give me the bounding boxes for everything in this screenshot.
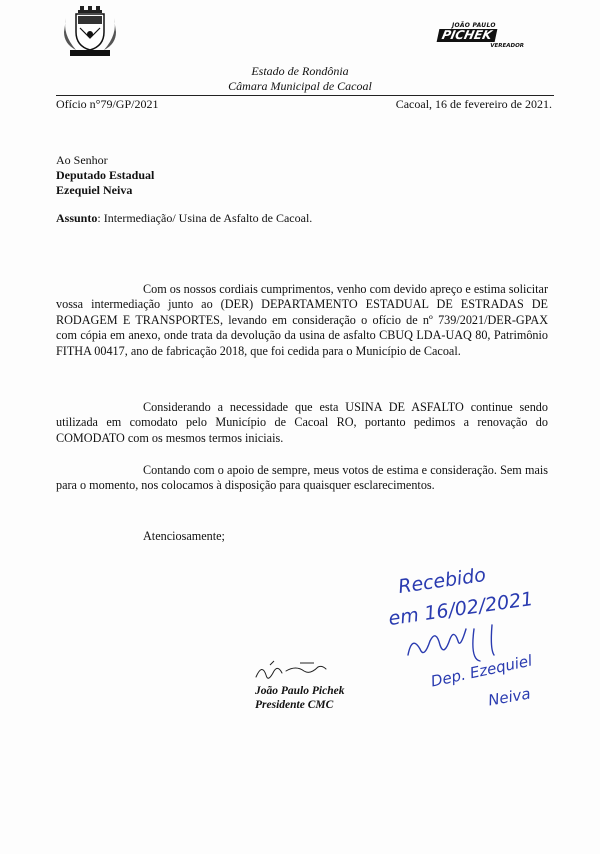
state-heading: Estado de Rondônia bbox=[251, 64, 349, 78]
handwritten-recipient-1: Dep. Ezequiel bbox=[429, 651, 534, 691]
closing-salutation: Atenciosamente; bbox=[143, 529, 225, 543]
badge-sub-text: VEREADOR bbox=[490, 43, 524, 49]
badge-main-text: PICHEK bbox=[437, 29, 497, 42]
body-paragraph-1: Com os nossos cordiais cumprimentos, venho com devido apreço e estima solicitar vossa intermediação junto ao (DER) DEPARTAMENTO ESTADUAL DE ESTRADAS DE RODAGEM E TRANSPORTES, levando em consideração o ofício de nº 739/2021/DER-GPAX com cópia em anexo, onde trata da devolução da usina de asfalto CBUQ LDA-UAQ 80, Patrimônio FITHA 00417, ano de fabricação 2018, que foi cedida para o Município de Cacoal. bbox=[56, 282, 548, 358]
recipient-name: Ezequiel Neiva bbox=[56, 183, 133, 197]
body-paragraph-3: Contando com o apoio de sempre, meus votos de estima e consideração. Sem mais para o momento, nos colocamos à disposição para quaisquer esclarecimentos. bbox=[56, 463, 548, 493]
subject-line bbox=[56, 211, 312, 226]
handwritten-received: Recebido bbox=[396, 563, 488, 599]
header-divider bbox=[56, 95, 554, 96]
recipient-salutation: Ao Senhor bbox=[56, 153, 108, 167]
chamber-heading: Câmara Municipal de Cacoal bbox=[228, 79, 372, 93]
handwritten-date: em 16/02/2021 bbox=[387, 587, 535, 631]
handwritten-initials bbox=[380, 565, 590, 725]
letter-date: Cacoal, 16 de fevereiro de 2021. bbox=[395, 97, 552, 111]
pichek-badge-logo bbox=[438, 22, 524, 50]
signer-title: Presidente CMC bbox=[255, 699, 334, 711]
signature-block bbox=[255, 684, 344, 712]
recipient-title: Deputado Estadual bbox=[56, 168, 155, 182]
letter-number: Ofício n°79/GP/2021 bbox=[56, 97, 159, 111]
signer-name: João Paulo Pichek bbox=[255, 685, 345, 697]
handwritten-recipient-2: Neiva bbox=[486, 684, 532, 710]
subject-label: Assunto bbox=[56, 211, 98, 225]
body-paragraph-2: Considerando a necessidade que esta USINA DE ASFALTO continue sendo utilizada em comodato pelo Município de Cacoal RO, portanto pedimos a renovação do COMODATO com os mesmos termos iniciais. bbox=[56, 400, 548, 445]
subject-text: : Intermediação/ Usina de Asfalto de Cacoal. bbox=[97, 211, 313, 225]
municipal-crest-logo bbox=[60, 6, 120, 58]
badge-top-text: JOÃO PAULO bbox=[452, 22, 496, 29]
